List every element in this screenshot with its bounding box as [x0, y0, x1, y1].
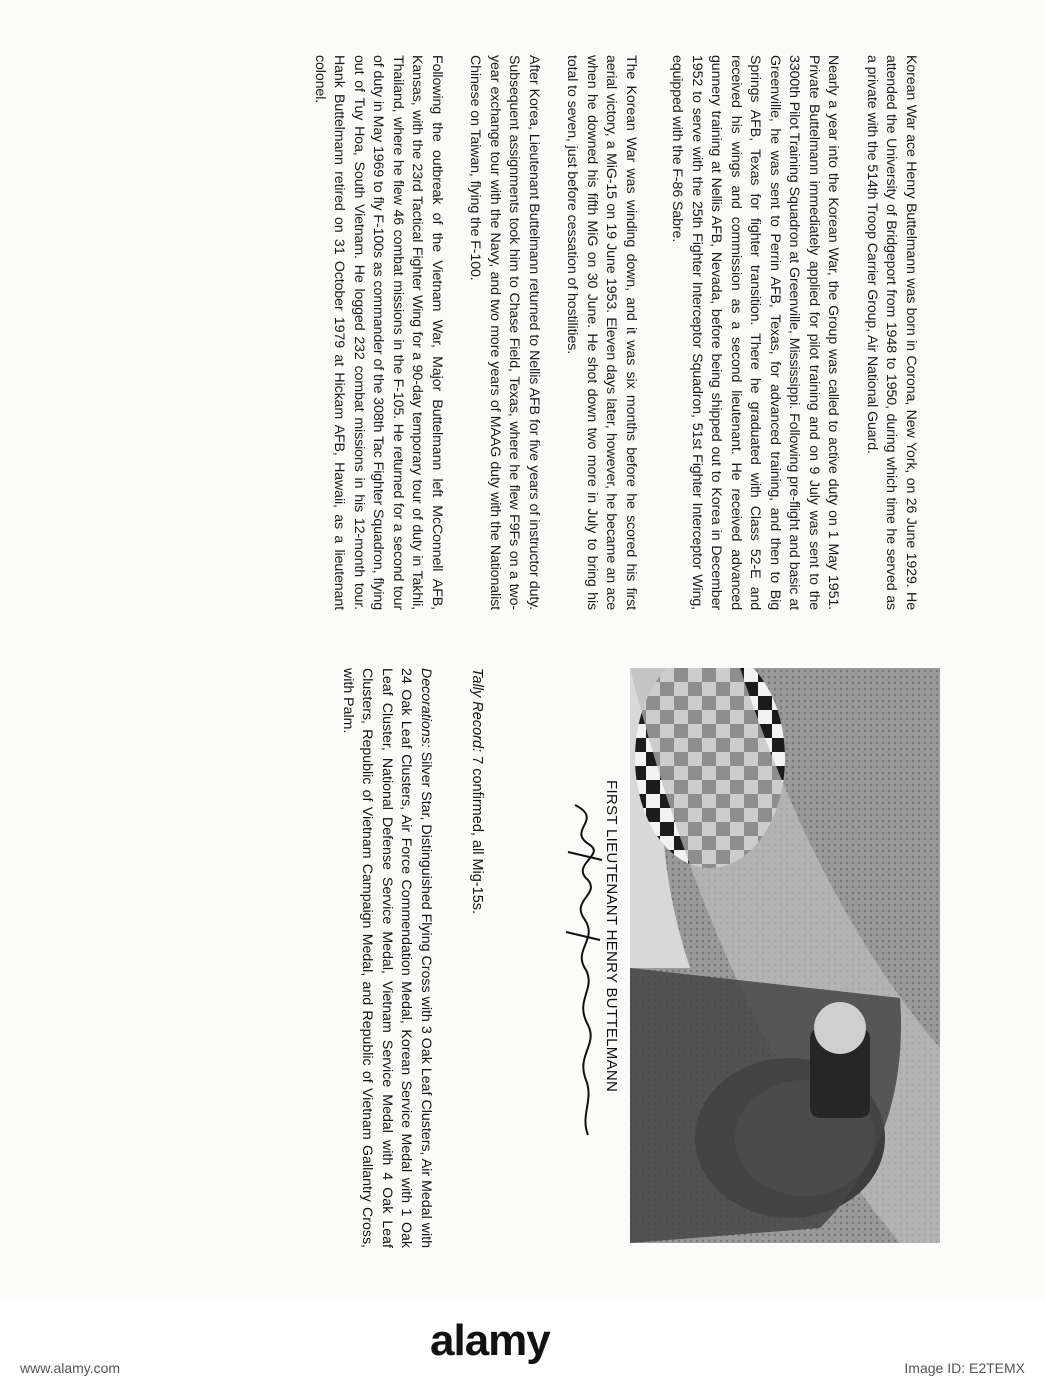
- signature: [562, 800, 610, 1140]
- photo-caption: FIRST LIEUTENANT HENRY BUTTELMANN: [603, 780, 620, 1093]
- tally-record: [469, 668, 485, 1248]
- biography-paragraph: The Korean War was winding down, and it was six months before he scored his first aerial victory, a MiG-15 on 19 June 1953. Eleven days later, however, he became an ace when he downed his fifth MiG on 30 June. He shot down two more in July to bring his total to seven, just before cessation of hostilities.: [564, 55, 639, 610]
- pilot-photo-image: [630, 668, 940, 1243]
- biography-paragraph: Korean War ace Henry Buttelmann was born in Corona, New York, on 26 June 1929. He attended the University of Bridgeport from 1948 to 1950, during which time he served as a private with the 514th Troop Carrier Group, Air National Guard.: [864, 55, 919, 610]
- biography-paragraph: Nearly a year into the Korean War, the Group was called to active duty on 1 May 1951. Private Buttelmann immediately applied for pilot training and on 9 July was sent to the 3300th Pilot Training Squadron at Greenville, Mississippi. Following pre-flight and basic at Greenville, he was sent to Perrin AFB, Texas, for advanced training, and then to Big Springs AFB, Texas for fighter transition. There he graduated with Class 52-E and received his wings and commission as a second lieutenant. He received advanced gunnery training at Nellis AFB, Nevada, before being shipped out to Korea in December 1952 to serve with the 25th Fighter Interceptor Squadron, 51st Fighter Interceptor Wing, equipped with the F-86 Sabre.: [669, 55, 842, 610]
- decorations-label: Decorations:: [418, 668, 434, 748]
- tally-value: 7 confirmed, all Mig-15s.: [469, 756, 485, 915]
- watermark-footer: [0, 1300, 1045, 1390]
- decorations-value: Silver Star, Distinguished Flying Cross with 3 Oak Leaf Clusters, Air Medal with 24 Oak Leaf Clusters, Air Force Commendation Medal, Korean Service Medal with 1 Oak Leaf Cluster, National Defense Service Medal, Vietnam Service Medal with 4 Oak Leaf Clusters, Republic of Vietnam Campaign Medal, and Republic of Vietnam Gallantry Cross, with Palm.: [340, 668, 434, 1248]
- decorations: [338, 668, 436, 1248]
- alamy-logo: alamy: [430, 1316, 550, 1365]
- pilot-photo: [630, 668, 940, 1243]
- tally-label: Tally Record:: [469, 668, 485, 753]
- biography-column-2: [291, 55, 641, 610]
- biography-paragraph: After Korea, Lieutenant Buttelmann returned to Nellis AFB for five years of instructor duty. Subsequent assignments took him to Chase Field, Texas, where he flew F9Fs on a two-year exchange tour with the Navy, and two more years of MAAG duty with the Nationalist Chinese on Taiwan, flying the F-100.: [467, 55, 542, 610]
- site-url: www.alamy.com: [20, 1360, 121, 1376]
- biography-paragraph: Following the outbreak of the Vietnam War, Major Buttelmann left McConnell AFB, Kansas, with the 23rd Tactical Fighter Wing for a 90-day temporary tour of duty in Takhli, Thailand, where he flew 46 combat missions in the F-105. He returned for a second tour of duty in May 1969 to fly F-100s as commander of the 308th Tac Fighter Squadron, flying out of Tuy Hoa, South Vietnam. He logged 232 combat missions in his 12-month tour. Hank Buttelmann retired on 31 October 1979 at Hickam AFB, Hawaii, as a lieutenant colonel.: [312, 55, 445, 610]
- biography-column-1: [648, 55, 920, 610]
- image-id: Image ID: E2TEMX: [904, 1360, 1025, 1376]
